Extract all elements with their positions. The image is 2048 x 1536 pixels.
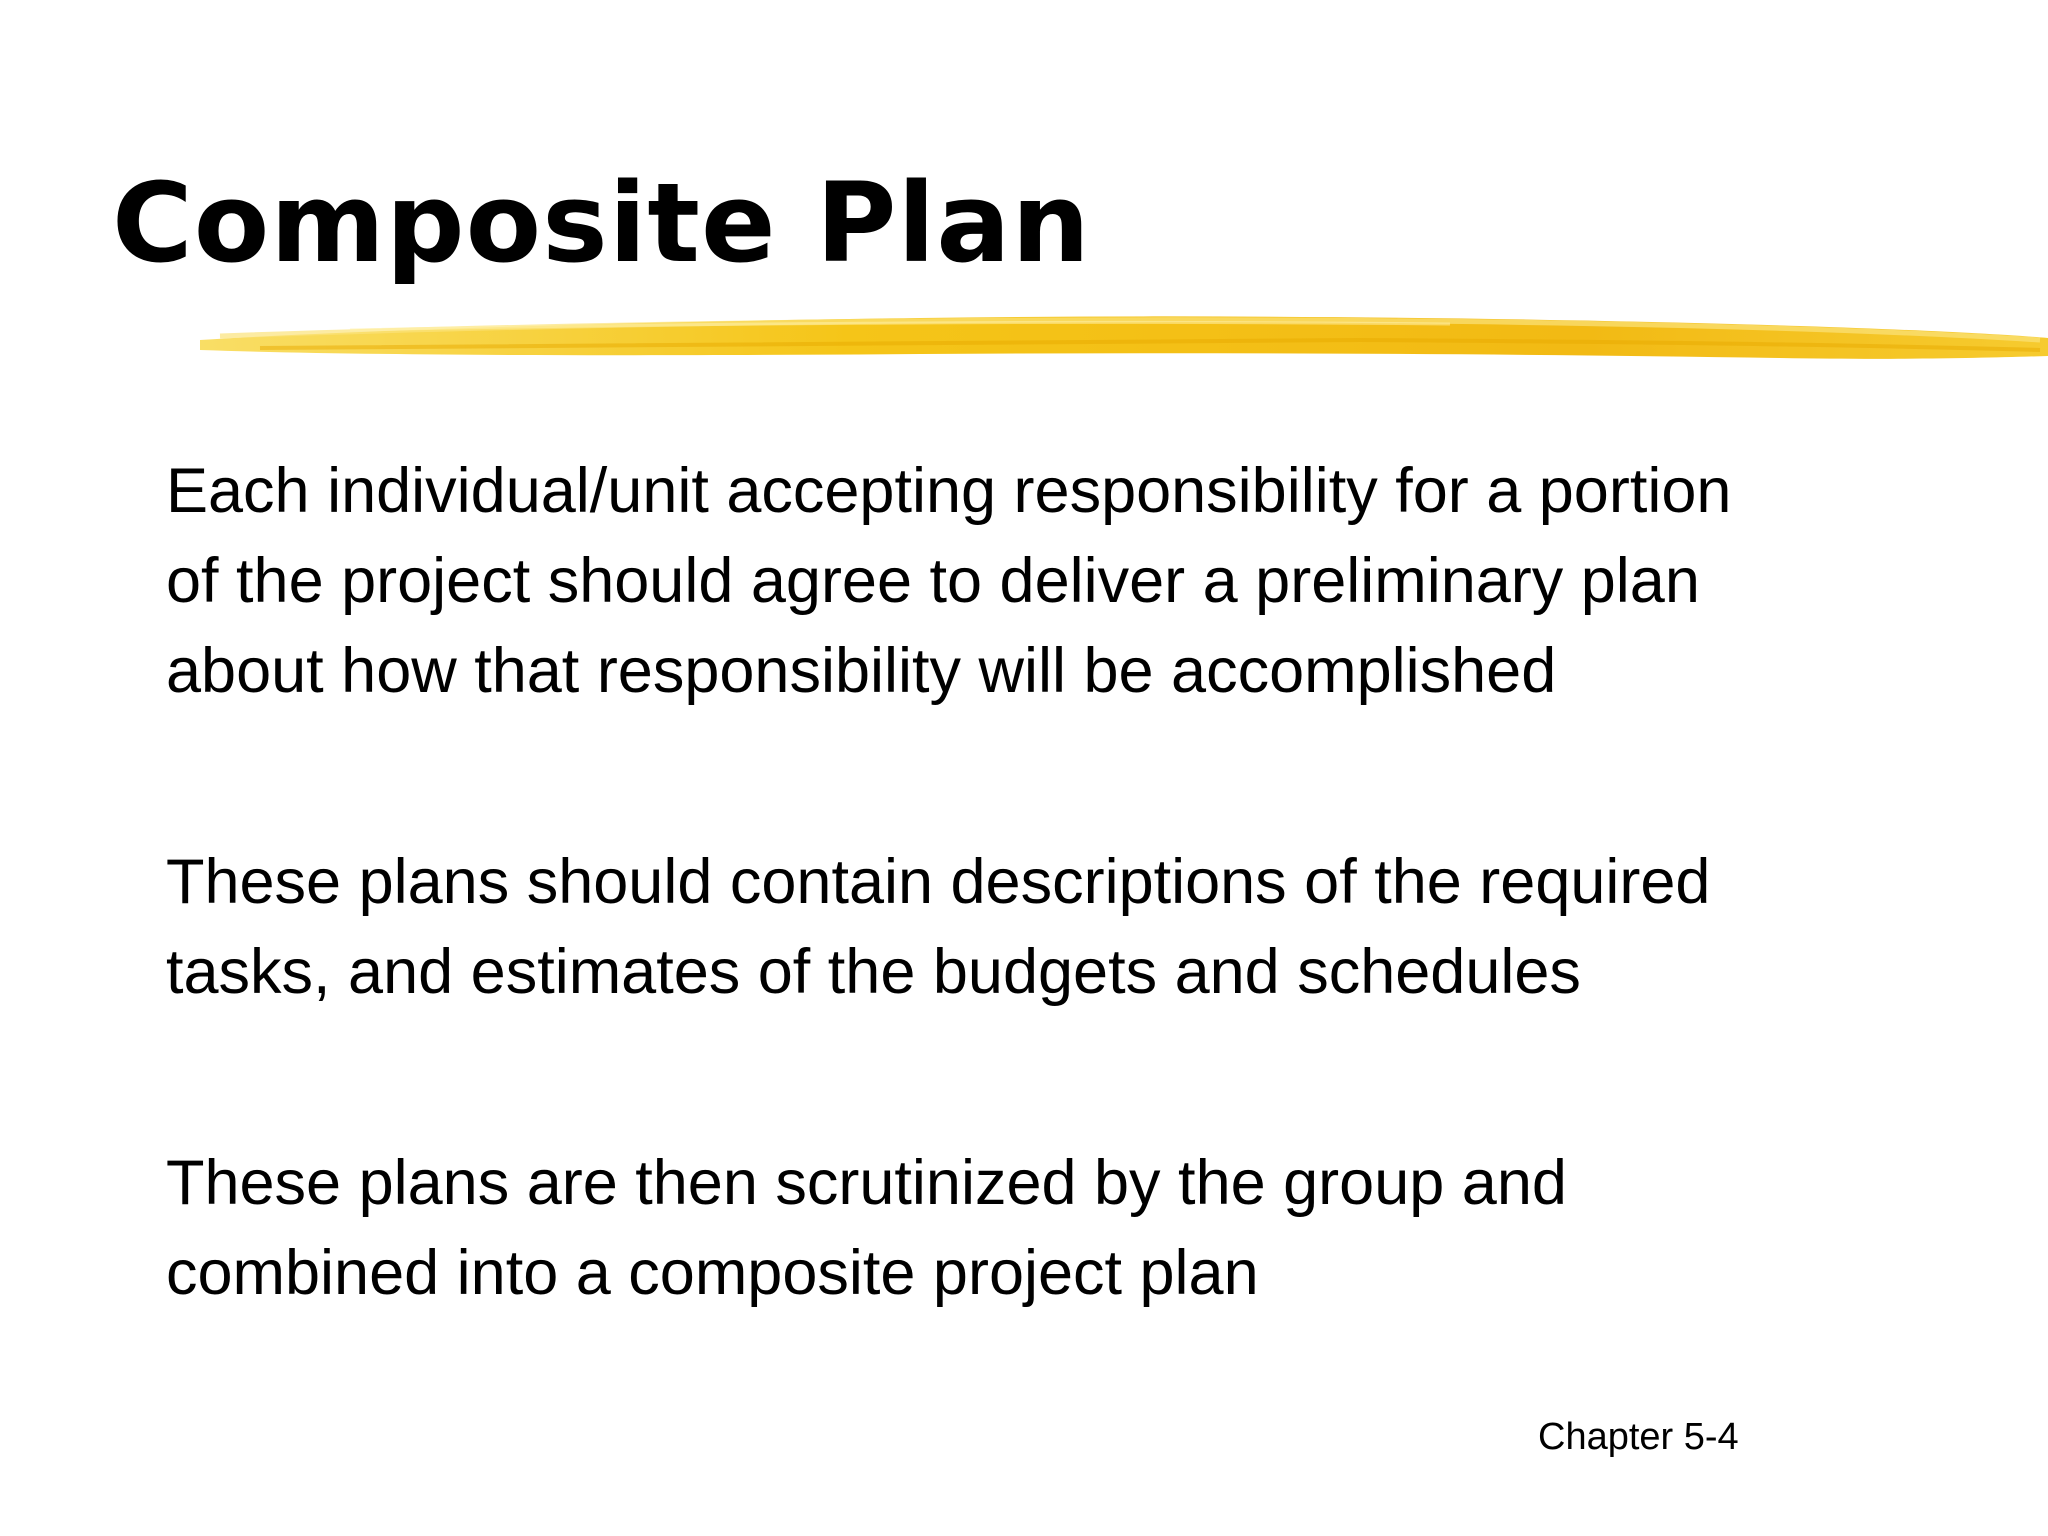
paragraph-3: These plans are then scrutinized by the group and combined into a composite project plan [166,1148,1567,1308]
brush-underline [200,300,2048,380]
slide-title: Composite Plan [112,159,1091,287]
slide-footer: Chapter 5-4 [1538,1416,1739,1458]
paragraph-1: Each individual/unit accepting responsibility for a portion of the project should agree to deliver a preliminary plan about how that responsibility will be accomplished [166,456,1732,706]
slide-body [166,446,1906,1439]
paragraph-2: These plans should contain descriptions of the required tasks, and estimates of the budgets and schedules [166,847,1711,1007]
